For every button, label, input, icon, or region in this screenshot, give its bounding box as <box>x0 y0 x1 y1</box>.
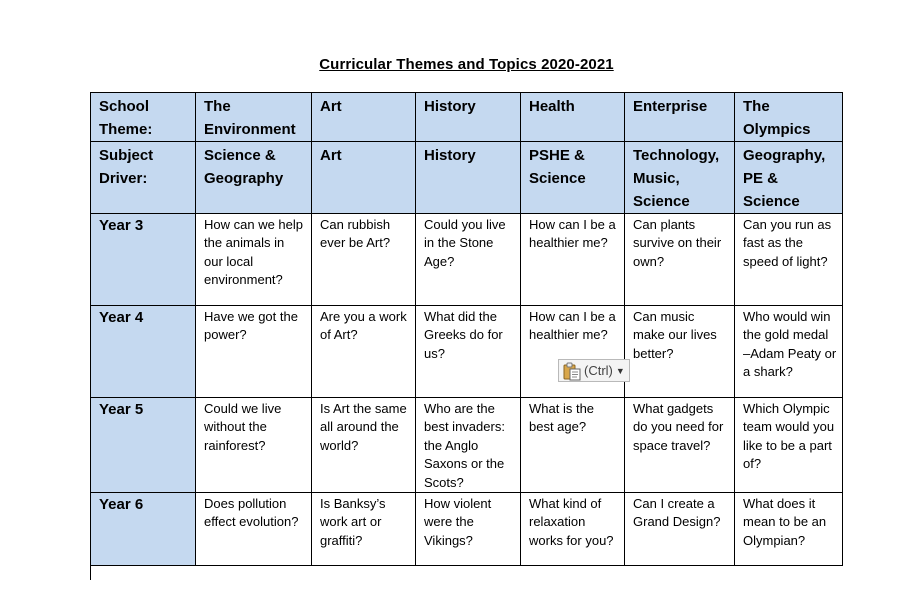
topic-cell[interactable]: What is the best age? <box>521 398 625 493</box>
year-label: Year 6 <box>91 493 196 566</box>
topic-cell[interactable]: How violent were the Vikings? <box>416 493 521 566</box>
year-label: Year 3 <box>91 214 196 306</box>
theme-cell: History <box>416 93 521 142</box>
theme-cell: The Olympics <box>735 93 843 142</box>
topic-cell[interactable]: What does it mean to be an Olympian? <box>735 493 843 566</box>
topic-cell[interactable]: Which Olympic team would you like to be a part of? <box>735 398 843 493</box>
paste-options-label: (Ctrl) <box>584 363 613 378</box>
chevron-down-icon: ▼ <box>615 365 625 376</box>
topic-cell[interactable]: Does pollution effect evolution? <box>196 493 312 566</box>
topic-cell[interactable]: Are you a work of Art? <box>312 306 416 398</box>
table-row <box>91 214 843 306</box>
topic-cell[interactable]: Can music make our lives better? <box>625 306 735 398</box>
school-theme-row <box>91 93 843 142</box>
driver-cell: Technology, Music, Science <box>625 142 735 214</box>
theme-cell: Health <box>521 93 625 142</box>
theme-cell: The Environment <box>196 93 312 142</box>
table-row <box>91 398 843 493</box>
subject-driver-row <box>91 142 843 214</box>
topic-cell[interactable]: Is Banksy’s work art or graffiti? <box>312 493 416 566</box>
topic-cell[interactable]: How can I be a healthier me? <box>521 306 625 398</box>
topic-cell[interactable]: What kind of relaxation works for you? <box>521 493 625 566</box>
table-row <box>91 306 843 398</box>
topic-cell[interactable]: How can we help the animals in our local environment? <box>196 214 312 306</box>
themes-table <box>90 92 843 566</box>
topic-cell[interactable]: Who would win the gold medal –Adam Peaty or a shark? <box>735 306 843 398</box>
topic-cell[interactable]: Could you live in the Stone Age? <box>416 214 521 306</box>
driver-cell: PSHE & Science <box>521 142 625 214</box>
subject-driver-label: Subject Driver: <box>91 142 196 214</box>
theme-cell: Art <box>312 93 416 142</box>
year-label: Year 5 <box>91 398 196 493</box>
paste-options-button[interactable] <box>558 359 630 382</box>
clipboard-icon <box>562 361 582 381</box>
topic-cell[interactable]: Is Art the same all around the world? <box>312 398 416 493</box>
driver-cell: History <box>416 142 521 214</box>
topic-cell[interactable]: Can you run as fast as the speed of light? <box>735 214 843 306</box>
topic-cell[interactable]: Could we live without the rainforest? <box>196 398 312 493</box>
theme-cell: Enterprise <box>625 93 735 142</box>
topic-cell[interactable]: How can I be a healthier me? <box>521 214 625 306</box>
driver-cell: Science & Geography <box>196 142 312 214</box>
school-theme-label: School Theme: <box>91 93 196 142</box>
driver-cell: Geography, PE & Science <box>735 142 843 214</box>
year-label: Year 4 <box>91 306 196 398</box>
table-row <box>91 493 843 566</box>
topic-cell[interactable]: What did the Greeks do for us? <box>416 306 521 398</box>
topic-cell[interactable]: Who are the best invaders: the Anglo Saxons or the Scots? <box>416 398 521 493</box>
topic-cell[interactable]: Can plants survive on their own? <box>625 214 735 306</box>
document-title: Curricular Themes and Topics 2020-2021 <box>319 56 614 73</box>
topic-cell[interactable]: What gadgets do you need for space travel? <box>625 398 735 493</box>
topic-cell[interactable]: Have we got the power? <box>196 306 312 398</box>
text-cursor <box>90 560 91 580</box>
topic-cell[interactable]: Can I create a Grand Design? <box>625 493 735 566</box>
driver-cell: Art <box>312 142 416 214</box>
topic-cell[interactable]: Can rubbish ever be Art? <box>312 214 416 306</box>
